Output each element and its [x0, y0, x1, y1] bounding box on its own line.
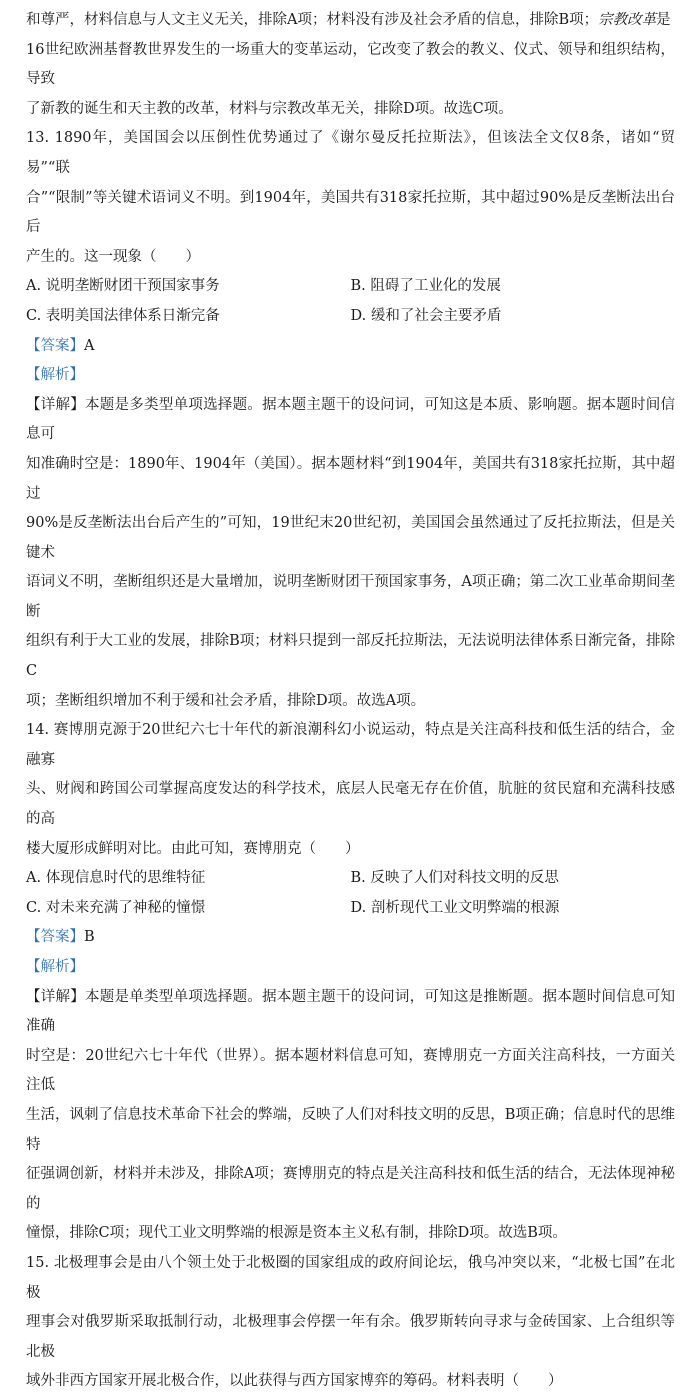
analysis-tag: 【解析】 [26, 367, 84, 384]
q14-option-d: D. 剖析现代工业文明弊端的根源 [350, 899, 560, 916]
q13-option-c: C. 表明美国法律体系日渐完备 [26, 307, 220, 324]
q14-options-row-2 [26, 894, 675, 924]
q14-detail-line-5: 憧憬，排除C项；现代工业文明弊端的根源是资本主义私有制，排除D项。故选B项。 [26, 1225, 567, 1242]
q14-detail-line-4: 征强调创新，材料并未涉及，排除A项；赛博朋克的特点是关注高科技和低生活的结合，无法体现神秘的 [26, 1166, 675, 1212]
q13-detail-line-2: 知准确时空是：1890年、1904年（美国）。据本题材料“到1904年，美国共有318家托拉斯，其中超过 [26, 455, 675, 502]
q15-stem-line-2: 理事会对俄罗斯采取抵制行动，北极理事会停摆一年有余。俄罗斯转向寻求与金砖国家、上合组织等北极 [26, 1314, 675, 1360]
q14-stem-line-2: 头、财阀和跨国公司掌握高度发达的科学技术，底层人民毫无存在价值，肮脏的贫民窟和充满科技感的高 [26, 781, 675, 828]
q14-answer [26, 923, 675, 953]
q14-detail-line-1: 【详解】本题是单类型单项选择题。据本题主题干的设问词，可知这是推断题。据本题时间信息可知准确 [26, 988, 676, 1035]
answer-value: B [84, 929, 95, 946]
q14-options-row-1 [26, 864, 675, 894]
detail-tag: 【详解】 [26, 988, 86, 1005]
answer-value: A [84, 337, 95, 354]
intro-line-1: 和尊严，材料信息与人文主义无关，排除A项；材料没有涉及社会矛盾的信息，排除B项；宗教改革是 [26, 12, 671, 28]
intro-line-2: 16世纪欧洲基督教世界发生的一场重大的变革运动，它改变了教会的教义、仪式、领导和组织结构，导致 [26, 41, 675, 88]
q14-analysis [26, 953, 675, 983]
q15-stem-line-3: 域外非西方国家开展北极合作，以此获得与西方国家博弈的筹码。材料表明（ ） [26, 1373, 563, 1390]
q14-stem-line-3: 楼大厦形成鲜明对比。由此可知，赛博朋克（ ） [26, 840, 360, 857]
q13-options-row-2 [26, 302, 675, 332]
q15-stem-line-1: 15. 北极理事会是由八个领土处于北极圈的国家组成的政府间论坛，俄乌冲突以来，“北极七国”在北极 [26, 1254, 675, 1301]
q13-option-a: A. 说明垄断财团干预国家事务 [26, 278, 220, 295]
q14-detail-line-3: 生活，讽刺了信息技术革命下社会的弊端，反映了人们对科技文明的反思，B项正确；信息时代的思维特 [26, 1106, 675, 1153]
q13-analysis [26, 361, 675, 391]
q13-option-d: D. 缓和了社会主要矛盾 [350, 307, 502, 324]
q13-option-b: B. 阻碍了工业化的发展 [350, 278, 501, 295]
emphasized-term: 宗教改革 [598, 12, 657, 28]
answer-tag: 【答案】 [26, 929, 84, 946]
q13-options-row-1 [26, 272, 675, 302]
q13-stem-line-3: 产生的。这一现象（ ） [26, 248, 200, 265]
detail-tag: 【详解】 [26, 396, 86, 413]
answer-tag: 【答案】 [26, 337, 84, 354]
analysis-tag: 【解析】 [26, 959, 84, 975]
q13-stem-line-2: 合”“限制”等关键术语词义不明。到1904年，美国共有318家托拉斯，其中超过90%是反垄断法出台后 [26, 189, 675, 236]
q13-detail-line-3: 90%是反垄断法出台后产生的”可知，19世纪末20世纪初，美国国会虽然通过了反托拉斯法，但是关键术 [26, 515, 675, 561]
q14-option-c: C. 对未来充满了神秘的憧憬 [26, 899, 206, 916]
q13-detail-line-4: 语词义不明，垄断组织还是大量增加，说明垄断财团干预国家事务，A项正确；第二次工业革命期间垄断 [26, 574, 675, 620]
q13-stem-line-1: 13. 1890年，美国国会以压倒性优势通过了《谢尔曼反托拉斯法》，但该法全文仅8条，诸如“贸易”“联 [26, 130, 675, 176]
intro-line-3: 了新教的诞生和天主教的改革，材料与宗教改革无关，排除D项。故选C项。 [26, 100, 513, 117]
q14-stem-line-1: 14. 赛博朋克源于20世纪六七十年代的新浪潮科幻小说运动，特点是关注高科技和低生活的结合，金融寡 [26, 722, 675, 768]
q14-detail-line-2: 时空是：20世纪六七十年代（世界）。据本题材料信息可知，赛博朋克一方面关注高科技，一方面关注低 [26, 1047, 675, 1094]
q13-detail-line-5: 组织有利于大工业的发展，排除B项；材料只提到一部反托拉斯法，无法说明法律体系日渐完备，排除C [26, 633, 675, 680]
q13-answer [26, 332, 675, 362]
q14-option-b: B. 反映了人们对科技文明的反思 [350, 870, 559, 887]
q13-detail-line-6: 项；垄断组织增加不利于缓和社会矛盾，排除D项。故选A项。 [26, 692, 426, 709]
q14-option-a: A. 体现信息时代的思维特征 [26, 870, 206, 887]
q13-detail-line-1: 【详解】本题是多类型单项选择题。据本题主题干的设问词，可知这是本质、影响题。据本题时间信息可 [26, 396, 676, 443]
